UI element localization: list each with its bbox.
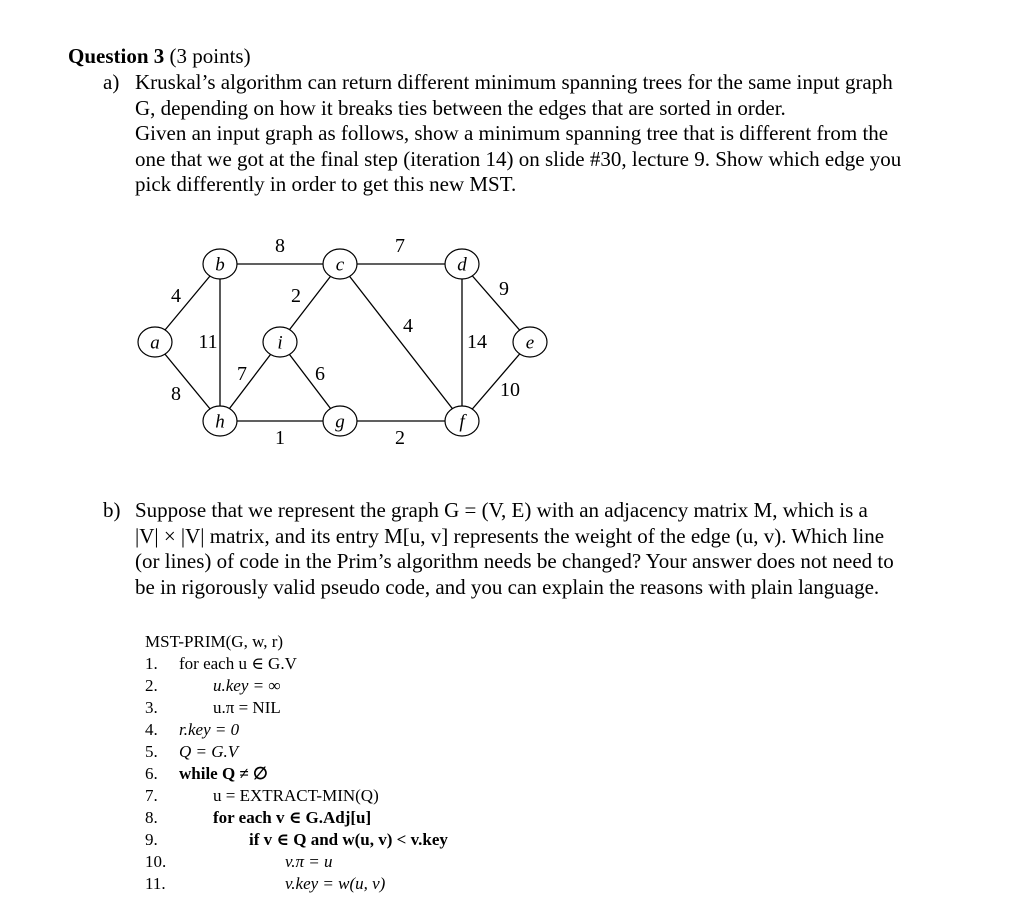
code-line-number: 11. <box>145 874 166 893</box>
edge-weight-label: 14 <box>467 331 487 353</box>
code-line-number: 2. <box>145 676 158 695</box>
part-a-line: Given an input graph as follows, show a minimum spanning tree that is different from the <box>135 121 889 145</box>
edge-weight-label: 4 <box>403 315 413 337</box>
part-b-label: b) <box>103 498 121 522</box>
code-line-text: u.π = NIL <box>213 698 281 717</box>
code-line-number: 10. <box>145 852 167 871</box>
edge-weight-label: 2 <box>395 427 405 449</box>
code-line-text: v.key = w(u, v) <box>285 874 386 893</box>
graph-node-i <box>263 327 297 357</box>
code-line-number: 7. <box>145 786 158 805</box>
node-label: c <box>335 254 345 276</box>
edge-weight-label: 4 <box>171 285 181 307</box>
code-line-number: 8. <box>145 808 158 827</box>
graph-node-c <box>323 249 357 279</box>
code-line-text: Q = G.V <box>179 742 239 761</box>
code-line-text: for each u ∈ G.V <box>179 654 297 673</box>
edge-weight-label: 7 <box>395 235 405 257</box>
code-line-number: 1. <box>145 654 158 673</box>
edge-weight-label: 1 <box>275 427 285 449</box>
part-b-line: be in rigorously valid pseudo code, and you can explain the reasons with plain language. <box>135 574 880 599</box>
graph-node-f <box>445 406 479 436</box>
code-line-number: 6. <box>145 764 158 783</box>
edge-weight-label: 6 <box>315 363 325 385</box>
node-label: e <box>525 332 535 354</box>
code-line-text: for each v ∈ G.Adj[u] <box>213 808 372 827</box>
code-line-text: while Q ≠ ∅ <box>179 764 268 783</box>
graph-node-g <box>323 406 357 436</box>
node-label: i <box>277 332 283 354</box>
code-line-number: 9. <box>145 830 158 849</box>
part-a-line: pick differently in order to get this new MST. <box>135 172 517 196</box>
graph-node-a <box>138 327 172 357</box>
part-a-line: Kruskal’s algorithm can return different minimum spanning trees for the same input graph <box>135 70 893 94</box>
edge-weight-label: 8 <box>275 235 285 257</box>
graph-node-e <box>513 327 547 357</box>
graph-node-b <box>203 249 237 279</box>
part-a-line: G, depending on how it breaks ties between the edges that are sorted in order. <box>135 95 786 120</box>
part-b-text <box>135 498 955 600</box>
code-line-text: u.key = ∞ <box>213 676 281 695</box>
edge-weight-label: 9 <box>499 278 509 300</box>
node-label: b <box>215 254 225 276</box>
edge-weight-label: 2 <box>291 285 301 307</box>
node-label: d <box>457 254 467 276</box>
graph-edge-c-f <box>340 264 462 421</box>
code-line-text: r.key = 0 <box>179 720 240 739</box>
part-a-line: one that we got at the final step (iteration 14) on slide #30, lecture 9. Show which edge you <box>135 146 902 171</box>
question-number: Question 3 <box>68 44 165 68</box>
graph-node-d <box>445 249 479 279</box>
edge-weight-label: 11 <box>198 331 218 353</box>
code-line-text: u = EXTRACT-MIN(Q) <box>213 786 379 805</box>
node-label: f <box>459 411 465 433</box>
graph-node-h <box>203 406 237 436</box>
code-line-number: 5. <box>145 742 158 761</box>
part-b-line: |V| × |V| matrix, and its entry M[u, v] represents the weight of the edge (u, v). Which line <box>135 523 885 548</box>
code-line-text: if v ∈ Q and w(u, v) < v.key <box>249 830 448 849</box>
edge-weight-label: 7 <box>237 363 247 385</box>
edge-weight-label: 10 <box>500 379 520 401</box>
code-line-number: 4. <box>145 720 158 739</box>
code-line-text: v.π = u <box>285 852 333 871</box>
code-header: MST-PRIM(G, w, r) <box>145 632 284 651</box>
node-label: h <box>215 411 225 433</box>
edge-weight-label: 8 <box>171 383 181 405</box>
node-label: a <box>150 332 160 354</box>
question-points: (3 points) <box>164 44 251 68</box>
part-b-line: Suppose that we represent the graph G = (V, E) with an adjacency matrix M, which is a <box>135 498 868 522</box>
node-label: g <box>335 411 345 433</box>
part-a-label: a) <box>103 70 120 94</box>
part-b-line: (or lines) of code in the Prim’s algorithm needs be changed? Your answer does not need to <box>135 549 894 573</box>
code-line-number: 3. <box>145 698 158 717</box>
